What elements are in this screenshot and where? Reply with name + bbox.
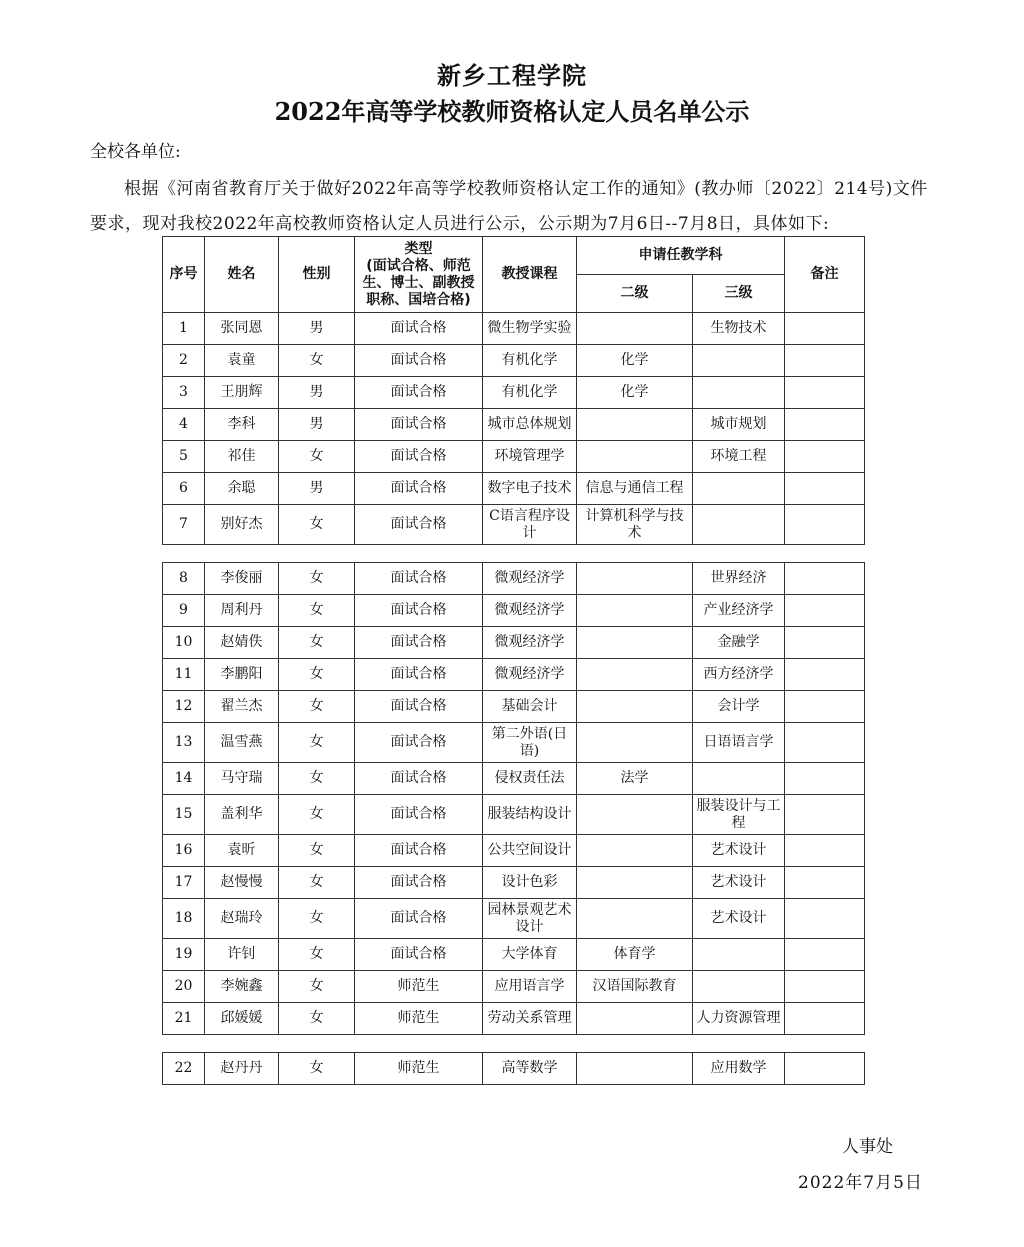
cell-remark [785,659,865,691]
header-level2: 二级 [577,275,693,313]
cell-level2: 汉语国际教育 [577,971,693,1003]
header-gender: 性别 [279,237,355,313]
cell-name: 赵婧佚 [205,627,279,659]
cell-remark [785,441,865,473]
cell-no: 16 [163,835,205,867]
cell-gender: 男 [279,409,355,441]
cell-course: 环境管理学 [483,441,577,473]
cell-level2 [577,563,693,595]
table-row [163,795,865,835]
cell-gender: 女 [279,899,355,939]
cell-type: 面试合格 [355,939,483,971]
cell-course: 服装结构设计 [483,795,577,835]
cell-type: 师范生 [355,1053,483,1085]
cell-type: 面试合格 [355,595,483,627]
cell-gender: 女 [279,345,355,377]
cell-course: 公共空间设计 [483,835,577,867]
cell-type: 面试合格 [355,691,483,723]
cell-gender: 女 [279,835,355,867]
cell-level2 [577,723,693,763]
cell-remark [785,345,865,377]
cell-name: 袁童 [205,345,279,377]
table-row [163,971,865,1003]
cell-name: 温雪燕 [205,723,279,763]
cell-no: 10 [163,627,205,659]
cell-level2: 体育学 [577,939,693,971]
cell-level2 [577,1003,693,1035]
cell-no: 11 [163,659,205,691]
cell-remark [785,691,865,723]
cell-type: 面试合格 [355,867,483,899]
cell-level3: 环境工程 [693,441,785,473]
cell-remark [785,763,865,795]
cell-remark [785,795,865,835]
cell-no: 1 [163,313,205,345]
cell-no: 21 [163,1003,205,1035]
table-row [163,691,865,723]
cell-remark [785,899,865,939]
cell-name: 马守瑞 [205,763,279,795]
cell-no: 9 [163,595,205,627]
cell-no: 15 [163,795,205,835]
cell-no: 4 [163,409,205,441]
table-row [163,659,865,691]
cell-level2 [577,441,693,473]
cell-name: 赵瑞玲 [205,899,279,939]
cell-level2 [577,795,693,835]
cell-level3: 世界经济 [693,563,785,595]
cell-level3: 会计学 [693,691,785,723]
cell-gender: 女 [279,795,355,835]
cell-type: 面试合格 [355,345,483,377]
cell-gender: 女 [279,627,355,659]
cell-no: 2 [163,345,205,377]
cell-name: 张同恩 [205,313,279,345]
cell-type: 面试合格 [355,473,483,505]
cell-no: 8 [163,563,205,595]
cell-gender: 女 [279,1053,355,1085]
cell-level2 [577,691,693,723]
cell-no: 22 [163,1053,205,1085]
table-row [163,1053,865,1085]
cell-type: 面试合格 [355,441,483,473]
cell-level3: 日语语言学 [693,723,785,763]
cell-level2 [577,1053,693,1085]
cell-course: 微观经济学 [483,659,577,691]
cell-level2: 化学 [577,377,693,409]
cell-level3: 应用数学 [693,1053,785,1085]
cell-no: 20 [163,971,205,1003]
cell-course: 有机化学 [483,345,577,377]
cell-course: 设计色彩 [483,867,577,899]
cell-type: 面试合格 [355,563,483,595]
roster-table-page2 [162,562,865,1035]
cell-type: 师范生 [355,971,483,1003]
cell-type: 面试合格 [355,627,483,659]
table-row [163,377,865,409]
document-subtitle: 2022年高等学校教师资格认定人员名单公示 [274,97,750,126]
cell-no: 18 [163,899,205,939]
cell-level2 [577,409,693,441]
cell-type: 面试合格 [355,409,483,441]
cell-course: 微观经济学 [483,595,577,627]
cell-gender: 女 [279,763,355,795]
cell-course: 高等数学 [483,1053,577,1085]
cell-gender: 女 [279,563,355,595]
header-level3: 三级 [693,275,785,313]
cell-remark [785,723,865,763]
table-row [163,505,865,545]
cell-course: 基础会计 [483,691,577,723]
cell-level3: 金融学 [693,627,785,659]
cell-gender: 女 [279,1003,355,1035]
cell-gender: 女 [279,939,355,971]
cell-name: 李婉鑫 [205,971,279,1003]
cell-no: 3 [163,377,205,409]
table-row [163,939,865,971]
header-course: 教授课程 [483,237,577,313]
cell-gender: 女 [279,691,355,723]
issuer-signature: 人事处 [842,1137,893,1157]
cell-course: 有机化学 [483,377,577,409]
cell-remark [785,563,865,595]
cell-no: 17 [163,867,205,899]
table-row [163,899,865,939]
roster-table-page1 [162,236,865,545]
cell-name: 袁昕 [205,835,279,867]
cell-name: 王朋辉 [205,377,279,409]
cell-remark [785,835,865,867]
cell-level3 [693,377,785,409]
cell-name: 赵慢慢 [205,867,279,899]
cell-course: 侵权责任法 [483,763,577,795]
roster-table-page3 [162,1052,865,1085]
cell-type: 面试合格 [355,723,483,763]
cell-level2 [577,313,693,345]
cell-level3 [693,505,785,545]
cell-name: 盖利华 [205,795,279,835]
cell-level3: 西方经济学 [693,659,785,691]
cell-remark [785,409,865,441]
cell-level2 [577,867,693,899]
cell-level2: 法学 [577,763,693,795]
cell-name: 邱媛媛 [205,1003,279,1035]
cell-type: 面试合格 [355,313,483,345]
cell-level3: 服装设计与工程 [693,795,785,835]
cell-remark [785,1003,865,1035]
cell-gender: 男 [279,473,355,505]
cell-gender: 女 [279,595,355,627]
cell-level2: 计算机科学与技术 [577,505,693,545]
cell-name: 李科 [205,409,279,441]
cell-course: 微生物学实验 [483,313,577,345]
document-title: 新乡工程学院 [437,61,587,90]
cell-course: 微观经济学 [483,627,577,659]
cell-level2 [577,899,693,939]
cell-name: 周利丹 [205,595,279,627]
cell-name: 余聪 [205,473,279,505]
cell-name: 祁佳 [205,441,279,473]
cell-gender: 男 [279,377,355,409]
cell-name: 别好杰 [205,505,279,545]
cell-level2 [577,627,693,659]
table-row [163,409,865,441]
table-row [163,345,865,377]
cell-name: 李鹏阳 [205,659,279,691]
table-row [163,1003,865,1035]
cell-type: 面试合格 [355,659,483,691]
table-row [163,563,865,595]
cell-course: 园林景观艺术设计 [483,899,577,939]
cell-level3 [693,971,785,1003]
cell-level3 [693,763,785,795]
cell-level3: 人力资源管理 [693,1003,785,1035]
cell-level3 [693,473,785,505]
cell-level2: 信息与通信工程 [577,473,693,505]
table-row [163,473,865,505]
cell-remark [785,867,865,899]
table-row [163,441,865,473]
cell-level3: 艺术设计 [693,899,785,939]
cell-gender: 女 [279,505,355,545]
cell-remark [785,595,865,627]
cell-remark [785,627,865,659]
cell-course: 大学体育 [483,939,577,971]
header-no: 序号 [163,237,205,313]
cell-no: 5 [163,441,205,473]
cell-remark [785,971,865,1003]
cell-type: 面试合格 [355,835,483,867]
cell-name: 许钊 [205,939,279,971]
table-row [163,313,865,345]
table-row [163,595,865,627]
cell-name: 赵丹丹 [205,1053,279,1085]
cell-no: 7 [163,505,205,545]
cell-remark [785,377,865,409]
cell-type: 师范生 [355,1003,483,1035]
cell-level2 [577,595,693,627]
cell-name: 翟兰杰 [205,691,279,723]
cell-remark [785,939,865,971]
cell-type: 面试合格 [355,377,483,409]
cell-level2 [577,659,693,691]
cell-course: 劳动关系管理 [483,1003,577,1035]
header-name: 姓名 [205,237,279,313]
cell-level3 [693,345,785,377]
header-type: 类型 (面试合格、师范生、博士、副教授职称、国培合格) [355,237,483,313]
cell-remark [785,1053,865,1085]
table-row [163,867,865,899]
cell-level2 [577,835,693,867]
cell-level3: 艺术设计 [693,867,785,899]
table-row [163,835,865,867]
table-row [163,627,865,659]
body-paragraph: 根据《河南省教育厅关于做好2022年高等学校教师资格认定工作的通知》(教办师〔2022〕214号)文件要求，现对我校2022年高校教师资格认定人员进行公示，公示期为7月6日--7月8日，具体如下: [90,179,928,234]
cell-type: 面试合格 [355,795,483,835]
cell-gender: 女 [279,723,355,763]
cell-gender: 女 [279,971,355,1003]
header-remark: 备注 [785,237,865,313]
cell-course: 第二外语(日语) [483,723,577,763]
cell-course: C语言程序设计 [483,505,577,545]
issue-date: 2022年7月5日 [798,1173,923,1193]
cell-course: 应用语言学 [483,971,577,1003]
cell-no: 13 [163,723,205,763]
cell-no: 14 [163,763,205,795]
cell-level3: 城市规划 [693,409,785,441]
table-row [163,723,865,763]
cell-type: 面试合格 [355,505,483,545]
cell-no: 12 [163,691,205,723]
cell-level3: 艺术设计 [693,835,785,867]
cell-course: 数字电子技术 [483,473,577,505]
cell-level3: 生物技术 [693,313,785,345]
cell-name: 李俊丽 [205,563,279,595]
cell-remark [785,505,865,545]
cell-gender: 女 [279,867,355,899]
cell-type: 面试合格 [355,899,483,939]
cell-course: 城市总体规划 [483,409,577,441]
greeting: 全校各单位: [90,142,181,162]
cell-level2: 化学 [577,345,693,377]
cell-remark [785,473,865,505]
cell-gender: 女 [279,441,355,473]
cell-no: 6 [163,473,205,505]
cell-gender: 女 [279,659,355,691]
cell-gender: 男 [279,313,355,345]
table-row [163,763,865,795]
cell-type: 面试合格 [355,763,483,795]
cell-remark [785,313,865,345]
cell-level3: 产业经济学 [693,595,785,627]
cell-level3 [693,939,785,971]
header-subject: 申请任教学科 [577,237,785,275]
cell-no: 19 [163,939,205,971]
cell-course: 微观经济学 [483,563,577,595]
